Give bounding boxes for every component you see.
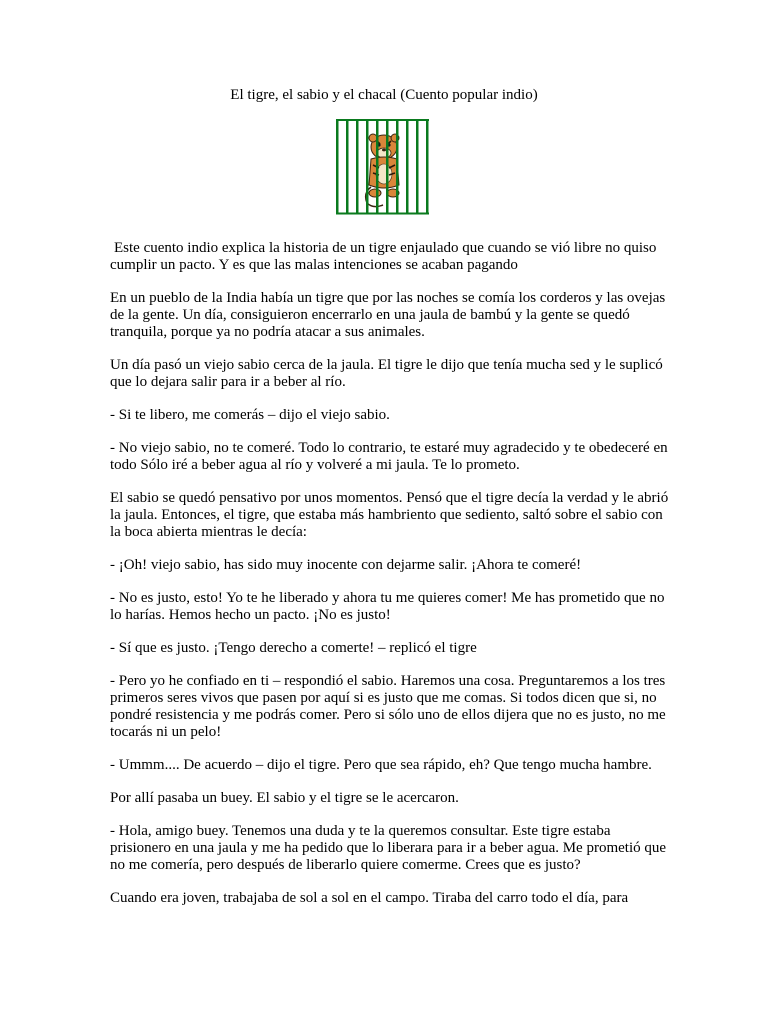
paragraph: - ¡Oh! viejo sabio, has sido muy inocente con dejarme salir. ¡Ahora te comeré! <box>110 557 582 573</box>
story-body <box>110 240 670 923</box>
paragraph: Un día pasó un viejo sabio cerca de la jaula. El tigre le dijo que tenía mucha sed y le suplicó que lo dejara salir para ir a beber al río. <box>110 357 663 390</box>
paragraph: - No viejo sabio, no te comeré. Todo lo contrario, te estaré muy agradecido y te obedeceré en todo Sólo iré a beber agua al río y volveré a mi jaula. Te lo prometo. <box>110 440 668 473</box>
document-title: El tigre, el sabio y el chacal (Cuento popular indio) <box>230 87 538 103</box>
paragraph: - No es justo, esto! Yo te he liberado y ahora tu me quieres comer! Me has prometido que no lo harías. Hemos hecho un pacto. ¡No es justo! <box>110 590 665 623</box>
paragraph: Por allí pasaba un buey. El sabio y el tigre se le acercaron. <box>110 790 459 806</box>
paragraph: - Sí que es justo. ¡Tengo derecho a comerte! – replicó el tigre <box>110 640 477 656</box>
paragraph: El sabio se quedó pensativo por unos momentos. Pensó que el tigre decía la verdad y le abrió la jaula. Entonces, el tigre, que estaba más hambriento que sediento, saltó sobre el sabio con la boca abierta mientras le decía: <box>110 490 669 540</box>
paragraph: - Hola, amigo buey. Tenemos una duda y te la queremos consultar. Este tigre estaba prisionero en una jaula y me ha pedido que lo liberara para ir a beber agua. Me prometió que no me comería, pero después de liberarlo quiere comerme. Crees que es justo? <box>110 823 667 873</box>
paragraph: Cuando era joven, trabajaba de sol a sol en el campo. Tiraba del carro todo el día, para <box>110 890 629 906</box>
paragraph: Este cuento indio explica la historia de un tigre enjaulado que cuando se vió libre no quiso cumplir un pacto. Y es que las malas intenciones se acaban pagando <box>110 240 657 273</box>
paragraph: En un pueblo de la India había un tigre que por las noches se comía los corderos y las ovejas de la gente. Un día, consiguieron encerrarlo en una jaula de bambú y la gente se quedó tranquila, porque ya no podría atacar a sus animales. <box>110 290 666 340</box>
paragraph: - Ummm.... De acuerdo – dijo el tigre. Pero que sea rápido, eh? Que tengo mucha hambre. <box>110 757 652 773</box>
tiger-figure <box>366 134 399 207</box>
paragraph: - Pero yo he confiado en ti – respondió el sabio. Haremos una cosa. Preguntaremos a los tres primeros seres vivos que pasen por aquí si es justo que me comas. Si todos dicen que si, no pondré resistencia y me podrás comer. Pero si sólo uno de ellos dijera que no es justo, no me tocarás ni un pelo! <box>110 673 666 740</box>
paragraph: - Si te libero, me comerás – dijo el viejo sabio. <box>110 407 390 423</box>
caged-tiger-icon <box>333 119 435 215</box>
